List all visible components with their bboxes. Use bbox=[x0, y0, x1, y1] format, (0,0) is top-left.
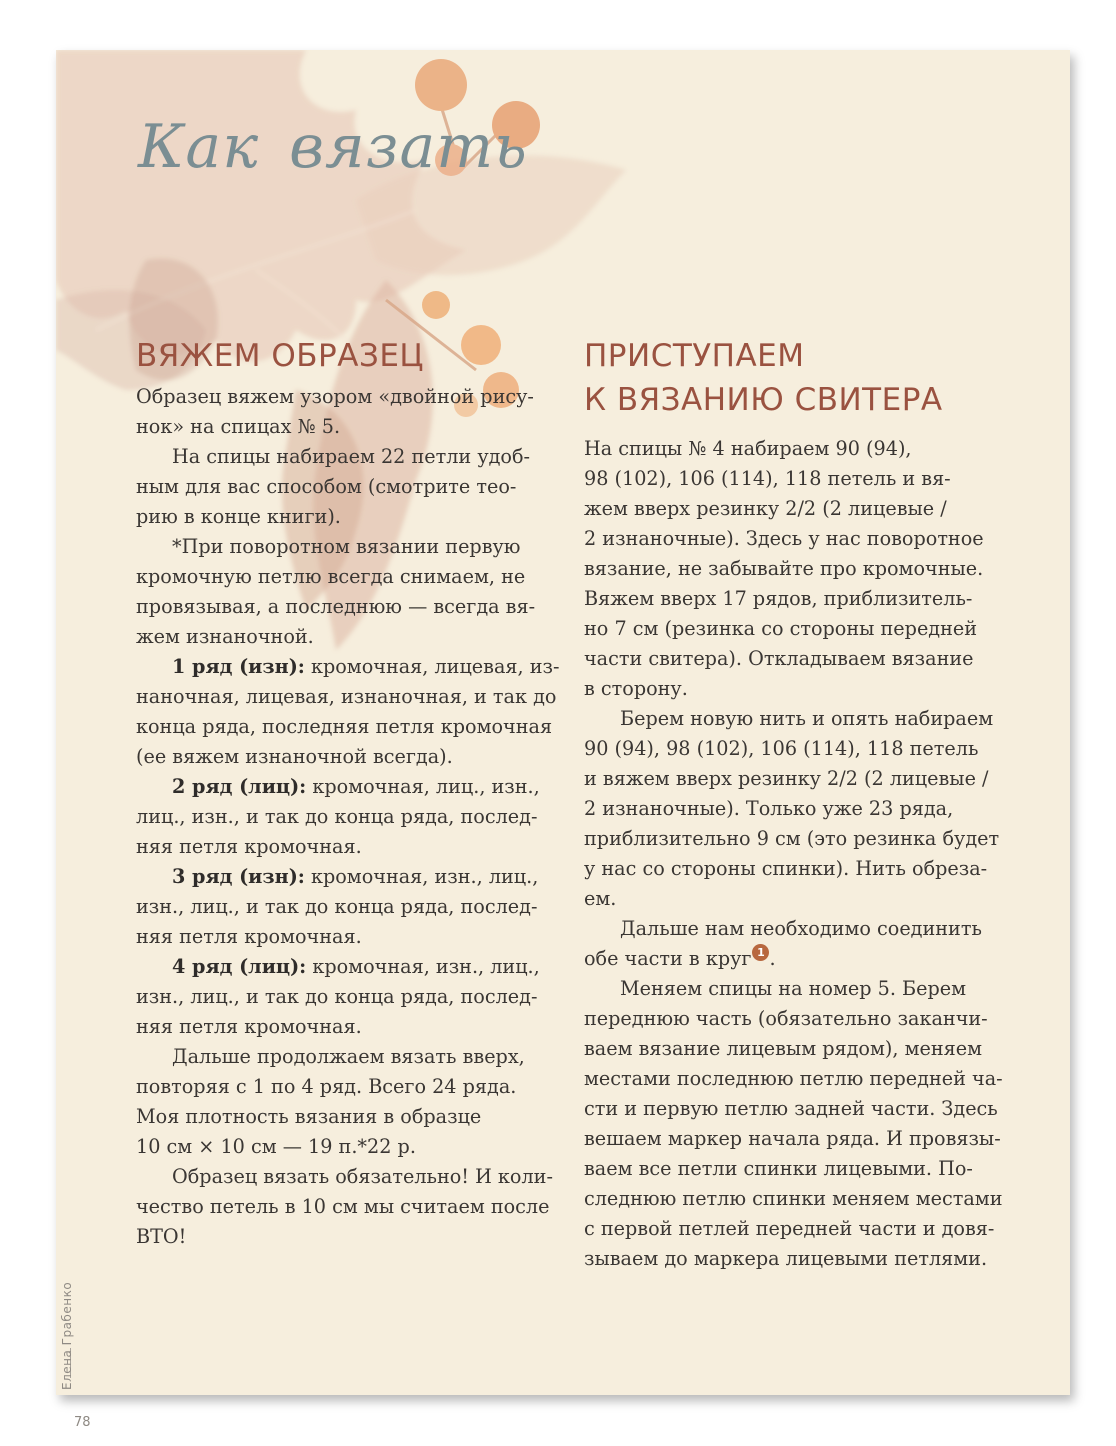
text-run: лиц., изн., и так до конца ряда, послед- bbox=[136, 805, 538, 828]
text-line bbox=[584, 1214, 994, 1244]
text-line bbox=[584, 584, 994, 614]
text-line bbox=[136, 622, 540, 652]
text-run: ным для вас способом (смотрите тео- bbox=[136, 475, 517, 498]
text-run: кромочную петлю всегда снимаем, не bbox=[136, 565, 526, 588]
row-label: 3 ряд (изн): bbox=[172, 865, 305, 888]
text-line bbox=[584, 554, 994, 584]
text-run: Моя плотность вязания в образце bbox=[136, 1105, 482, 1128]
text-run: Образец вязать обязательно! И коли- bbox=[172, 1165, 553, 1188]
heading-line: ВЯЖЕМ ОБРАЗЕЦ bbox=[136, 338, 424, 374]
paragraph bbox=[136, 532, 540, 652]
text-run: повторяя с 1 по 4 ряд. Всего 24 ряда. bbox=[136, 1075, 517, 1098]
text-line bbox=[136, 1072, 540, 1102]
text-line bbox=[584, 944, 994, 974]
text-line bbox=[136, 772, 540, 802]
text-run: в сторону. bbox=[584, 677, 688, 700]
text-line bbox=[584, 974, 994, 1004]
heading-line: ПРИСТУПАЕМ bbox=[584, 338, 805, 374]
text-line bbox=[584, 464, 994, 494]
left-column bbox=[136, 334, 560, 1252]
text-run: Дальше нам необходимо соединить bbox=[620, 917, 982, 940]
row-label: 1 ряд (изн): bbox=[172, 655, 305, 678]
text-run: 98 (102), 106 (114), 118 петель и вя- bbox=[584, 467, 951, 490]
text-line bbox=[584, 1034, 994, 1064]
text-run: чество петель в 10 см мы считаем после bbox=[136, 1195, 550, 1218]
text-run: 90 (94), 98 (102), 106 (114), 118 петель bbox=[584, 737, 979, 760]
text-line bbox=[584, 1004, 994, 1034]
text-run: 2 изнаночные). Здесь у нас поворотное bbox=[584, 527, 984, 550]
text-line bbox=[584, 644, 994, 674]
section-heading-sample bbox=[136, 334, 540, 378]
text-line bbox=[136, 712, 553, 742]
paragraph bbox=[136, 652, 560, 772]
text-line bbox=[584, 1064, 1003, 1094]
text-line bbox=[136, 592, 540, 622]
text-run: кромочная, лиц., изн., bbox=[306, 775, 540, 798]
text-line bbox=[584, 794, 994, 824]
text-line bbox=[136, 1222, 540, 1252]
page-title: Как вязать bbox=[138, 112, 528, 182]
text-line bbox=[136, 472, 540, 502]
text-run: 2 изнаночные). Только уже 23 ряда, bbox=[584, 797, 954, 820]
text-line bbox=[136, 1012, 540, 1042]
text-line bbox=[584, 884, 994, 914]
paragraph bbox=[136, 772, 540, 862]
text-run: няя петля кромочная. bbox=[136, 835, 362, 858]
text-line bbox=[584, 524, 994, 554]
text-line bbox=[136, 532, 540, 562]
text-line bbox=[136, 862, 540, 892]
text-run: вязание, не забывайте про кромочные. bbox=[584, 557, 984, 580]
text-run: кромочная, изн., лиц., bbox=[306, 955, 540, 978]
text-run: ваем все петли спинки лицевыми. По- bbox=[584, 1157, 973, 1180]
text-run: кромочная, изн., лиц., bbox=[304, 865, 539, 888]
text-run: местами последнюю петлю передней ча- bbox=[584, 1067, 1003, 1090]
text-run: Вяжем вверх 17 рядов, приблизитель- bbox=[584, 587, 973, 610]
right-column bbox=[584, 334, 1003, 1274]
text-line bbox=[136, 562, 540, 592]
text-line bbox=[136, 1162, 553, 1192]
row-label: 4 ряд (лиц): bbox=[172, 955, 307, 978]
text-run: няя петля кромочная. bbox=[136, 1015, 362, 1038]
text-line bbox=[584, 1244, 994, 1274]
paragraph bbox=[136, 1162, 553, 1252]
text-line bbox=[136, 952, 540, 982]
text-line bbox=[136, 742, 540, 772]
text-line bbox=[136, 1102, 540, 1132]
paragraph bbox=[136, 1042, 540, 1162]
text-line bbox=[584, 1124, 1001, 1154]
text-run: сти и первую петлю задней части. Здесь bbox=[584, 1097, 998, 1120]
paragraph bbox=[584, 434, 994, 704]
left-column-body bbox=[136, 382, 560, 1252]
text-line bbox=[584, 914, 994, 944]
text-line bbox=[584, 1094, 998, 1124]
text-line bbox=[584, 854, 994, 884]
text-run: ем. bbox=[584, 887, 617, 910]
text-run: рию в конце книги). bbox=[136, 505, 341, 528]
text-run: няя петля кромочная. bbox=[136, 925, 362, 948]
text-run: части свитера). Откладываем вязание bbox=[584, 647, 974, 670]
text-line bbox=[136, 982, 540, 1012]
paragraph bbox=[584, 704, 1000, 914]
text-run: На спицы набираем 22 петли удоб- bbox=[172, 445, 531, 468]
text-run: и вяжем вверх резинку 2/2 (2 лицевые / bbox=[584, 767, 989, 790]
text-line bbox=[136, 1132, 540, 1162]
paragraph bbox=[136, 862, 540, 952]
text-line bbox=[136, 1042, 540, 1072]
text-line bbox=[136, 832, 540, 862]
text-line bbox=[136, 802, 540, 832]
paragraph bbox=[136, 442, 540, 532]
text-run: с первой петлей передней части и довя- bbox=[584, 1217, 995, 1240]
text-line bbox=[136, 412, 540, 442]
text-run: у нас со стороны спинки). Нить обреза- bbox=[584, 857, 988, 880]
text-run: ваем вязание лицевым рядом), меняем bbox=[584, 1037, 983, 1060]
text-line bbox=[136, 1192, 550, 1222]
text-line bbox=[584, 734, 994, 764]
text-run: Берем новую нить и опять набираем bbox=[620, 707, 994, 730]
text-run: нок» на спицах № 5. bbox=[136, 415, 341, 438]
text-run: наночная, лицевая, изнаночная, и так до bbox=[136, 685, 557, 708]
text-run: но 7 см (резинка со стороны передней bbox=[584, 617, 978, 640]
text-line bbox=[136, 502, 540, 532]
text-run: 10 см × 10 см — 19 п.*22 р. bbox=[136, 1135, 416, 1158]
text-run: жем изнаночной. bbox=[136, 625, 314, 648]
text-run: Меняем спицы на номер 5. Берем bbox=[620, 977, 967, 1000]
page-number: 78 bbox=[74, 1415, 91, 1430]
paragraph bbox=[136, 952, 540, 1042]
text-run: изн., лиц., и так до конца ряда, послед- bbox=[136, 895, 538, 918]
text-line bbox=[136, 442, 540, 472]
section-heading-sweater bbox=[584, 334, 994, 422]
paragraph bbox=[584, 914, 994, 974]
text-line bbox=[136, 922, 540, 952]
text-line bbox=[584, 1184, 1003, 1214]
text-line bbox=[584, 674, 994, 704]
text-run: Образец вяжем узором «двойной рису- bbox=[136, 385, 534, 408]
text-run: переднюю часть (обязательно заканчи- bbox=[584, 1007, 988, 1030]
right-column-body bbox=[584, 434, 1003, 1274]
text-run: *При поворотном вязании первую bbox=[172, 535, 521, 558]
text-line bbox=[584, 704, 994, 734]
text-run: конца ряда, последняя петля кромочная bbox=[136, 715, 553, 738]
text-line bbox=[584, 614, 994, 644]
text-run: жем вверх резинку 2/2 (2 лицевые / bbox=[584, 497, 947, 520]
footnote-marker[interactable]: 1 bbox=[752, 944, 769, 961]
text-run: провязывая, а последнюю — всегда вя- bbox=[136, 595, 536, 618]
author-name: Елена Грабенко bbox=[60, 1281, 74, 1390]
paragraph bbox=[584, 974, 1003, 1274]
text-run: обе части в круг bbox=[584, 947, 752, 970]
paragraph bbox=[136, 382, 540, 442]
text-run: Дальше продолжаем вязать вверх, bbox=[172, 1045, 525, 1068]
heading-line: К ВЯЗАНИЮ СВИТЕРА bbox=[584, 382, 943, 418]
text-line bbox=[136, 382, 540, 412]
text-line bbox=[136, 892, 540, 922]
text-line bbox=[584, 764, 994, 794]
text-run: вешаем маркер начала ряда. И провязы- bbox=[584, 1127, 1001, 1150]
text-line bbox=[136, 682, 557, 712]
text-run: изн., лиц., и так до конца ряда, послед- bbox=[136, 985, 538, 1008]
text-line bbox=[584, 494, 994, 524]
text-run: приблизительно 9 см (это резинка будет bbox=[584, 827, 1000, 850]
text-run: На спицы № 4 набираем 90 (94), bbox=[584, 437, 912, 460]
book-page bbox=[56, 50, 1070, 1395]
text-run: зываем до маркера лицевыми петлями. bbox=[584, 1247, 988, 1270]
text-line bbox=[584, 434, 994, 464]
text-run: (ее вяжем изнаночной всегда). bbox=[136, 745, 453, 768]
text-run: . bbox=[769, 947, 776, 970]
text-run: следнюю петлю спинки меняем местами bbox=[584, 1187, 1003, 1210]
text-line bbox=[584, 824, 1000, 854]
row-label: 2 ряд (лиц): bbox=[172, 775, 307, 798]
text-line bbox=[584, 1154, 994, 1184]
text-line bbox=[136, 652, 560, 682]
text-run: ВТО! bbox=[136, 1225, 187, 1248]
text-run: кромочная, лицевая, из- bbox=[304, 655, 560, 678]
